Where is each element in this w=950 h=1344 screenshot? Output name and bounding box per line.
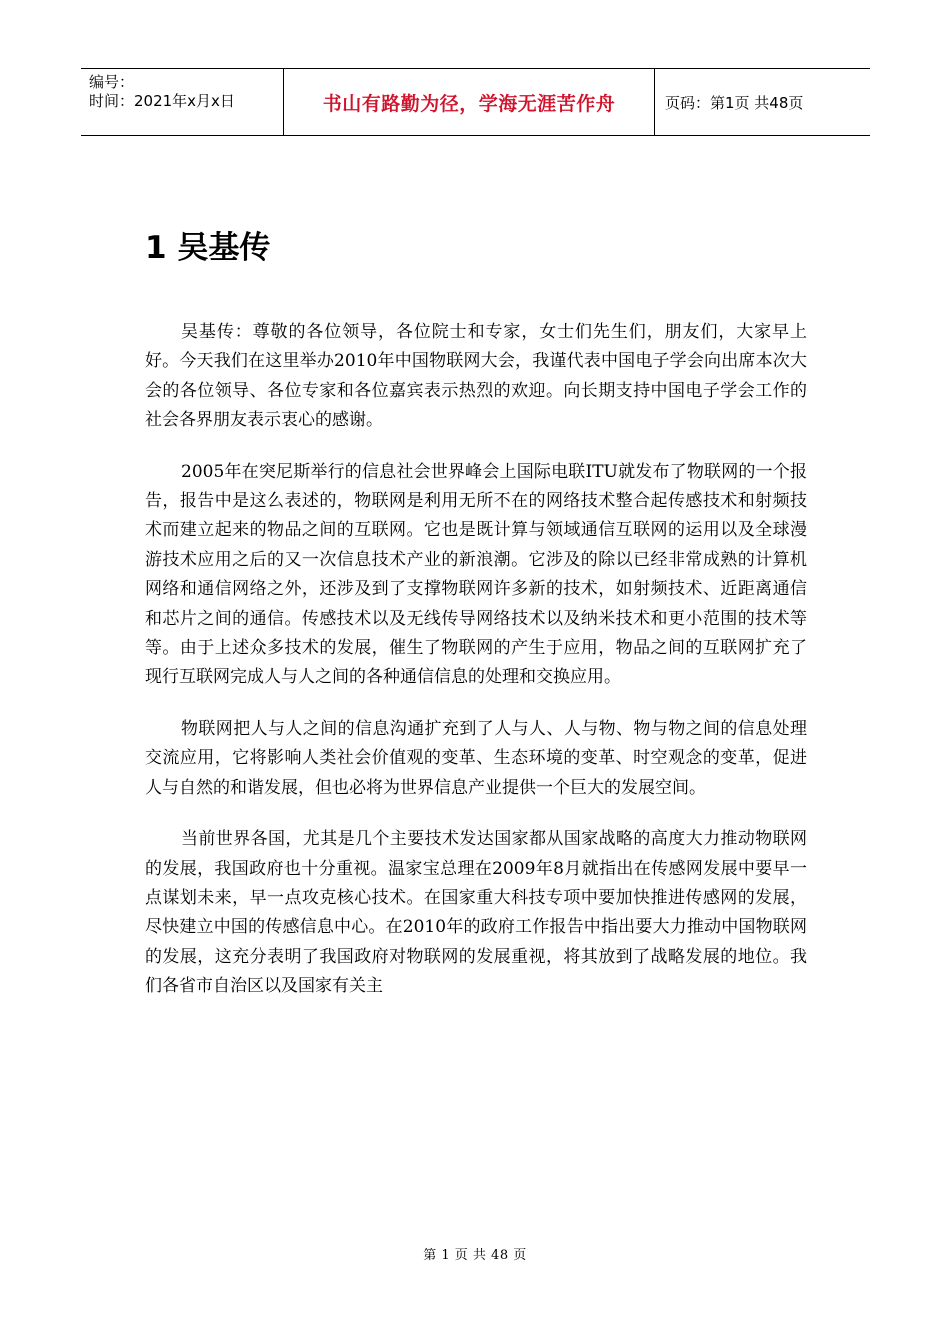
page-header: [81, 68, 870, 136]
paragraph: 当前世界各国，尤其是几个主要技术发达国家都从国家战略的高度大力推动物联网的发展，我国政府也十分重视。温家宝总理在2009年8月就指出在传感网发展中要早一点谋划未来，早一点攻克核心技术。在国家重大科技专项中要加快推进传感网的发展，尽快建立中国的传感信息中心。在2010年的政府工作报告中指出要大力推动中国物联网的发展，这充分表明了我国政府对物联网的发展重视，将其放到了战略发展的地位。我们各省市自治区以及国家有关主: [145, 829, 807, 997]
document-body: [145, 318, 807, 1024]
header-motto: 书山有路勤为径，学海无涯苦作舟: [283, 69, 655, 135]
document-date-label: 时间：2021年x月x日: [89, 92, 235, 110]
paragraph: 吴基传：尊敬的各位领导，各位院士和专家，女士们先生们，朋友们，大家早上好。今天我们在这里举办2010年中国物联网大会，我谨代表中国电子学会向出席本次大会的各位领导、各位专家和各位嘉宾表示热烈的欢迎。向长期支持中国电子学会工作的社会各界朋友表示衷心的感谢。: [145, 322, 807, 431]
document-title: 1 吴基传: [145, 230, 271, 266]
paragraph: 物联网把人与人之间的信息沟通扩充到了人与人、人与物、物与物之间的信息处理交流应用，它将影响人类社会价值观的变革、生态环境的变革、时空观念的变革，促进人与自然的和谐发展，但也必将为世界信息产业提供一个巨大的发展空间。: [145, 718, 807, 798]
header-meta: [81, 69, 283, 135]
document-number-label: 编号：: [89, 73, 135, 91]
page-footer: 第 1 页 共 48 页: [423, 1248, 527, 1263]
header-page-info: 页码：第1页 共48页: [665, 93, 804, 112]
paragraph: 2005年在突尼斯举行的信息社会世界峰会上国际电联ITU就发布了物联网的一个报告，报告中是这么表述的，物联网是利用无所不在的网络技术整合起传感技术和射频技术而建立起来的物品之间的互联网。它也是既计算与领域通信互联网的运用以及全球漫游技术应用之后的又一次信息技术产业的新浪潮。它涉及的除以已经非常成熟的计算机网络和通信网络之外，还涉及到了支撑物联网许多新的技术，如射频技术、近距离通信和芯片之间的通信。传感技术以及无线传导网络技术以及纳米技术和更小范围的技术等等。由于上述众多技术的发展，催生了物联网的产生于应用，物品之间的互联网扩充了现行互联网完成人与人之间的各种通信信息的处理和交换应用。: [145, 461, 807, 688]
